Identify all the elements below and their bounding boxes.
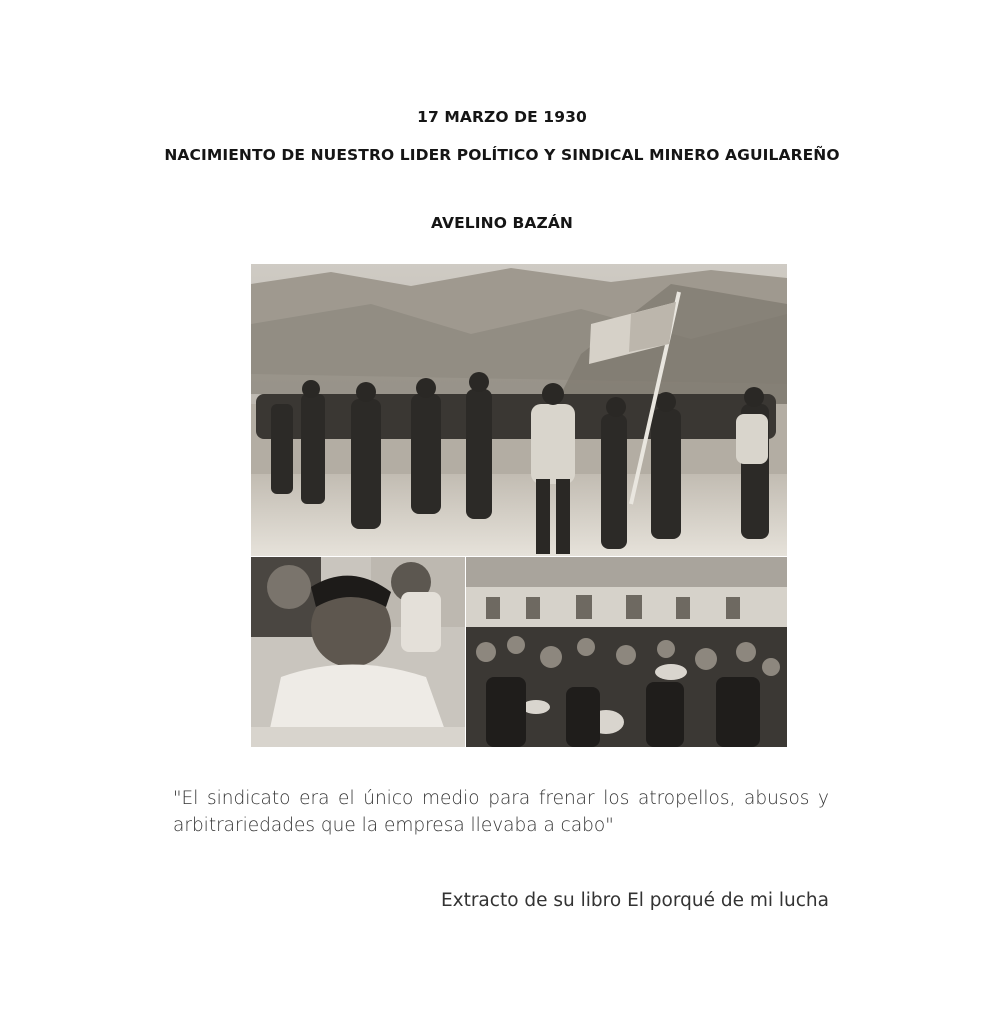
crowd-photo [466, 557, 787, 747]
portrait-photo [251, 557, 465, 747]
quote-attribution: Extracto de su libro El porqué de mi lucha [440, 890, 829, 911]
subtitle-heading: NACIMIENTO DE NUESTRO LIDER POLÍTICO Y SINDICAL MINERO AGUILAREÑO [164, 146, 840, 164]
date-heading: 17 MARZO DE 1930 [417, 108, 587, 126]
name-heading: AVELINO BAZÁN [430, 214, 574, 232]
march-photo [251, 264, 787, 556]
quote-text: "El sindicato era el único medio para frenar los atropellos, abusos y arbitrariedades que la empresa llevaba a cabo" [173, 788, 829, 836]
